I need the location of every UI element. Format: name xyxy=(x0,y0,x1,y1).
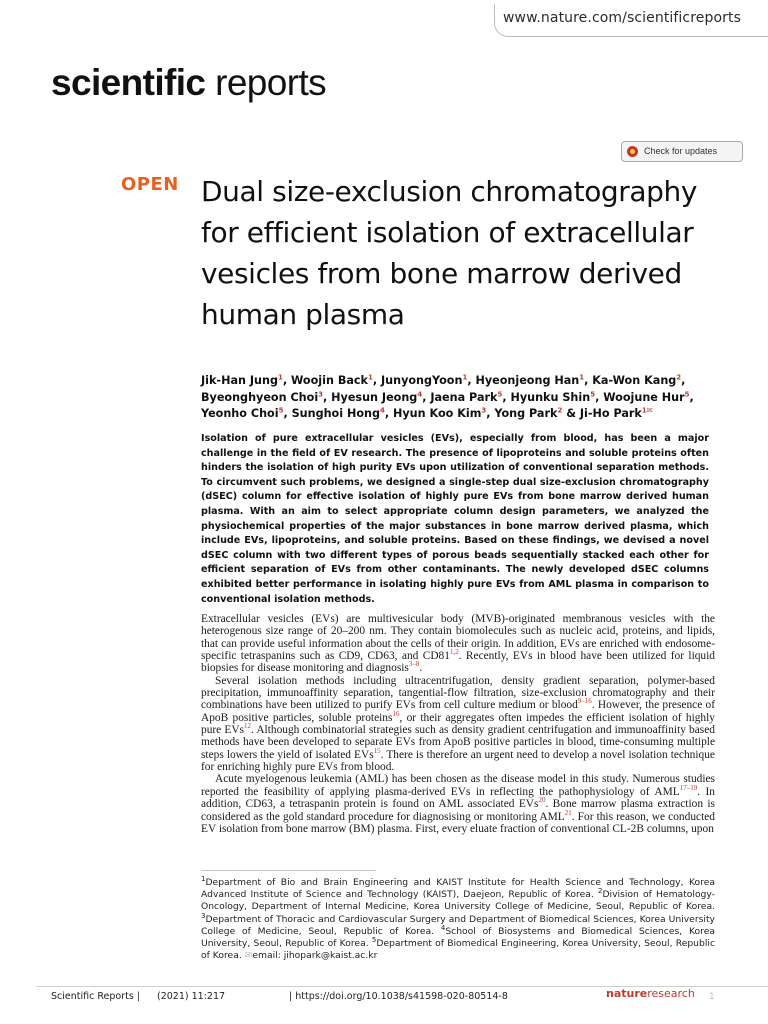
footer-journal: Scientific Reports | xyxy=(51,991,141,1002)
body-paragraph-3: Acute myelogenous leukemia (AML) has been chosen as the disease model in this study. Numerous studies reported the feasibility of applying plasma-derived EVs in reflecting the pathophysiology of AML$^{17-19}$. In addition, CD63, a tetraspanin protein is found on AML associated EVs$^{20}$. Bone marrow plasma extraction is considered as the gold standard procedure for diagnosising or monitoring AML$^{21}$. For this reason, we conducted EV isolation from bone marrow (BM) plasma. First, every eluate fraction of conventional CL-2B columns, upon xyxy=(201,773,715,835)
footer-year: (2021) 11:217 xyxy=(157,991,226,1002)
affiliations: $^1$Department of Bio and Brain Engineering and KAIST Institute for Health Science and Technology, Korea Advanced Institute of Science and Technology (KAIST), Daejeon, Republic of Korea. $^2$Division of Hematology-Oncology, Department of Internal Medicine, Korea University College of Medicine, Seoul, Republic of Korea. $^3$Department of Thoracic and Cardiovascular Surgery and Department of Biomedical Sciences, Korea University College of Medicine, Seoul, Republic of Korea. $^4$School of Biosystems and Biomedical Sciences, Korea University, Seoul, Republic of Korea. $^5$Department of Biomedical Engineering, Korea University, Seoul, Republic of Korea. ✉email: jihopark@kaist.ac.kr xyxy=(201,874,715,962)
journal-url[interactable]: www.nature.com/scientificreports xyxy=(503,10,741,26)
author-list[interactable]: Jik-Han Jung$^1$, Woojin Back$^1$, JunyongYoon$^1$, Hyeonjeong Han$^1$, Ka-Won Kang$^2$, Byeonghyeon Choi$^3$, Hyesun Jeong$^4$, Jaena Park$^5$, Hyunku Shin$^5$, Woojune Hur$^5$, Yeonho Choi$^5$, Sunghoi Hong$^4$, Hyun Koo Kim$^3$, Yong Park$^2$ & Ji-Ho Park$^{1✉}$ xyxy=(201,373,694,420)
journal-logo[interactable] xyxy=(51,62,326,104)
body-text xyxy=(201,613,715,835)
check-for-updates-label: Check for updates xyxy=(644,146,718,156)
body-paragraph-1: Extracellular vesicles (EVs) are multivesicular body (MVB)-originated membranous vesicles with the heterogenous size range of 20–200 nm. They contain biomolecules such as nucleic acid, proteins, and lipids, that can provide useful information about the cells of their origin. In addition, EVs are enriched with endosome-specific tetraspanins such as CD9, CD63, and CD81$^{1,2}$. Recently, EVs in blood have been utilized for liquid biopsies for disease monitoring and diagnosis$^{3-8}$. xyxy=(201,613,715,675)
brand-light: research xyxy=(647,987,695,1000)
page-number: 1 xyxy=(709,992,715,1002)
article-title: Dual size-exclusion chromatography for efficient isolation of extracellular vesicles from bone marrow derived human plasma xyxy=(201,175,698,331)
crossmark-icon xyxy=(627,146,638,157)
check-for-updates-button[interactable] xyxy=(621,141,743,162)
nature-research-logo[interactable] xyxy=(606,987,695,1000)
body-paragraph-2: Several isolation methods including ultracentrifugation, density gradient separation, polymer-based precipitation, immunoaffinity separation, tangential-flow filtration, size-exclusion chromatography and their combinations have been utilized to purify EVs from cell culture medium or blood$^{9-16}$. However, the presence of ApoB positive particles, soluble proteins$^{16}$, or their aggregates often impedes the efficient isolation of highly pure EVs$^{12}$. Although combinatorial strategies such as density gradient centrifugation and immunoaffinity based methods have been developed to separate EVs from ApoB positive particles in blood, time-consuming multiple steps lowers the yield of isolated EVs$^{15}$. There is therefore an urgent need to develop a novel isolation technique for enriching highly pure EVs from blood. xyxy=(201,674,715,774)
abstract: Isolation of pure extracellular vesicles (EVs), especially from blood, has been a major challenge in the field of EV research. The presence of lipoproteins and soluble proteins often hinders the isolation of high purity EVs upon utilization of conventional separation methods. To circumvent such problems, we designed a single-step dual size-exclusion chromatography (dSEC) column for effective isolation of highly pure EVs from bone marrow derived human plasma. With an aim to select appropriate column design parameters, we analyzed the physiochemical properties of the major substances in bone marrow derived plasma, which include EVs, lipoproteins, and soluble proteins. Based on these findings, we devised a novel dSEC column with two different types of porous beads sequentially stacked each other for efficient separation of EVs from other contaminants. The newly developed dSEC columns exhibited better performance in isolating highly pure EVs from AML plasma in comparison to conventional isolation methods. xyxy=(201,433,709,605)
brand-bold: nature xyxy=(606,987,648,1000)
logo-bold: scientific xyxy=(51,62,206,103)
open-access-badge: OPEN xyxy=(121,174,179,195)
logo-light: reports xyxy=(215,62,327,103)
footer-doi[interactable]: | https://doi.org/10.1038/s41598-020-80514-8 xyxy=(289,991,508,1002)
affiliation-divider xyxy=(201,870,376,871)
